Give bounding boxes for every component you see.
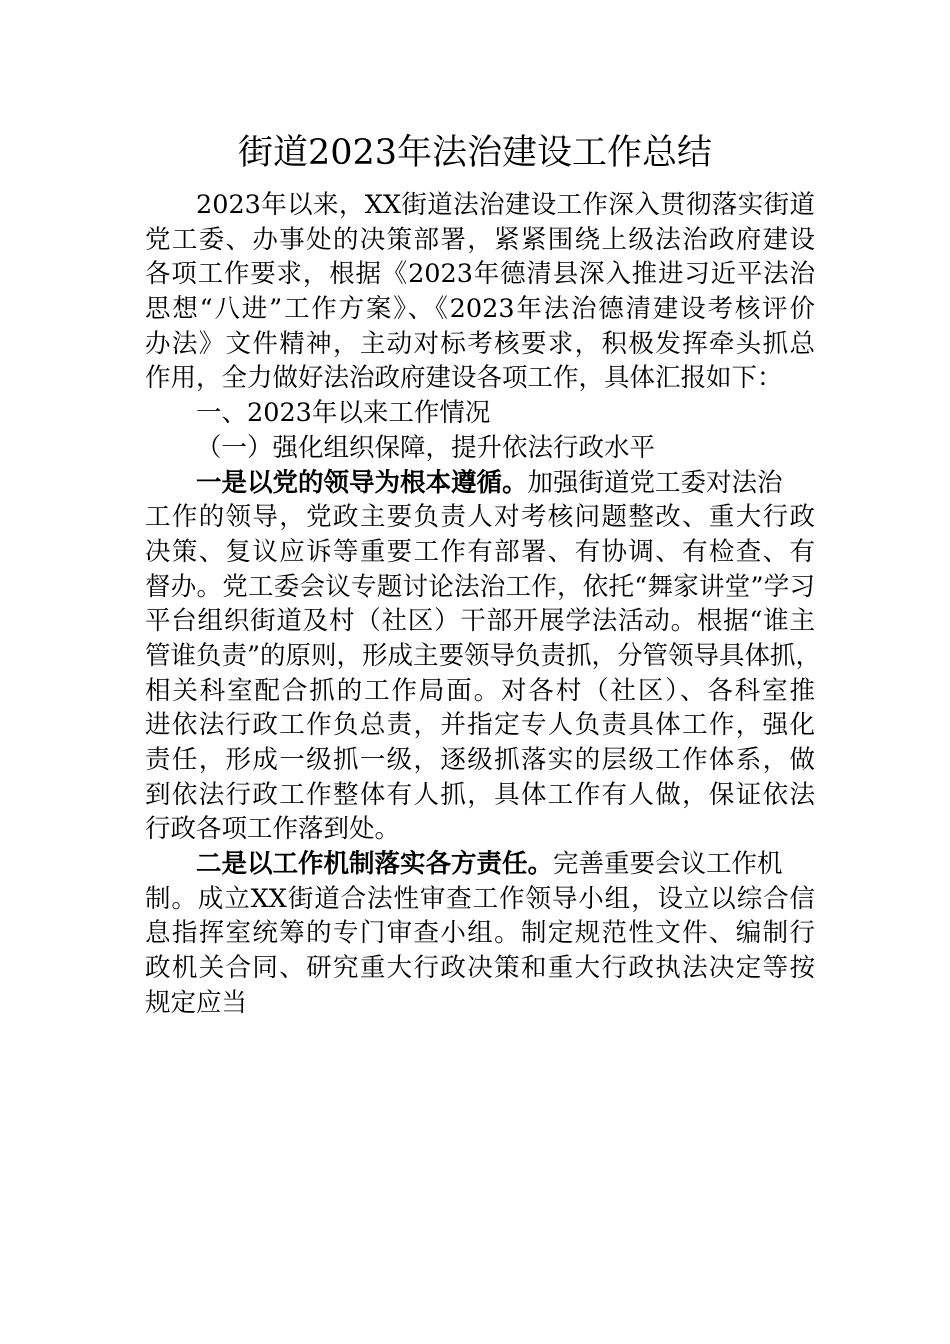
text-line: 办法》文件精神，主动对标考核要求，积极发挥牵头抓总 bbox=[145, 328, 815, 359]
text-line: 督办。党工委会议专题讨论法治工作，依托“舞家讲堂”学习 bbox=[145, 571, 815, 602]
subsection-heading: （一）强化组织保障，提升依法行政水平 bbox=[196, 432, 656, 463]
text-line: 息指挥室统筹的专门审查小组。制定规范性文件、编制行 bbox=[145, 918, 815, 949]
text-line: 思想“八进”工作方案》、《2023年法治德清建设考核评价 bbox=[145, 294, 815, 325]
text-line: 决策、复议应诉等重要工作有部署、有协调、有检查、有 bbox=[145, 536, 815, 567]
text-line: 到依法行政工作整体有人抓，具体工作有人做，保证依法 bbox=[145, 779, 815, 810]
document-body bbox=[145, 188, 822, 1021]
text-line: 2023年以来，XX街道法治建设工作深入贯彻落实街道 bbox=[196, 190, 815, 220]
text-line: 平台组织街道及村（社区）干部开展学法活动。根据“谁主 bbox=[145, 606, 815, 637]
text-line: 责任，形成一级抓一级，逐级抓落实的层级工作体系，做 bbox=[145, 745, 815, 775]
text-line: 规定应当 bbox=[145, 987, 248, 1018]
text-line: 制。成立XX街道合法性审查工作领导小组，设立以综合信 bbox=[145, 883, 815, 914]
text-line: 行政各项工作落到处。 bbox=[145, 814, 401, 845]
text-line: 政机关合同、研究重大行政决策和重大行政执法决定等按 bbox=[145, 953, 815, 984]
text-line: 党工委、办事处的决策部署，紧紧围绕上级法治政府建设 bbox=[145, 224, 815, 255]
text-line: 进依法行政工作负总责，并指定专人负责具体工作，强化 bbox=[145, 710, 815, 741]
document-title: 街道2023年法治建设工作总结 bbox=[237, 133, 713, 173]
paragraph-lead-line bbox=[145, 847, 815, 882]
text-line: 相关科室配合抓的工作局面。对各村（社区）、各科室推 bbox=[145, 675, 815, 706]
paragraph-lead-text: 加强街道党工委对法治 bbox=[527, 467, 783, 498]
paragraph-lead-bold: 二是以工作机制落实各方责任。 bbox=[196, 849, 554, 880]
text-line: 各项工作要求，根据《2023年德清县深入推进习近平法治 bbox=[145, 259, 815, 290]
text-line: 作用，全力做好法治政府建设各项工作，具体汇报如下： bbox=[145, 363, 783, 394]
section-heading: 一、2023年以来工作情况 bbox=[196, 398, 491, 429]
paragraph-lead-text: 完善重要会议工作机 bbox=[553, 849, 783, 880]
paragraph-lead-bold: 一是以党的领导为根本遵循。 bbox=[196, 467, 528, 498]
text-line: 管谁负责”的原则，形成主要领导负责抓，分管领导具体抓， bbox=[145, 640, 822, 671]
text-line: 工作的领导，党政主要负责人对考核问题整改、重大行政 bbox=[145, 502, 815, 533]
paragraph-lead-line bbox=[145, 466, 815, 501]
